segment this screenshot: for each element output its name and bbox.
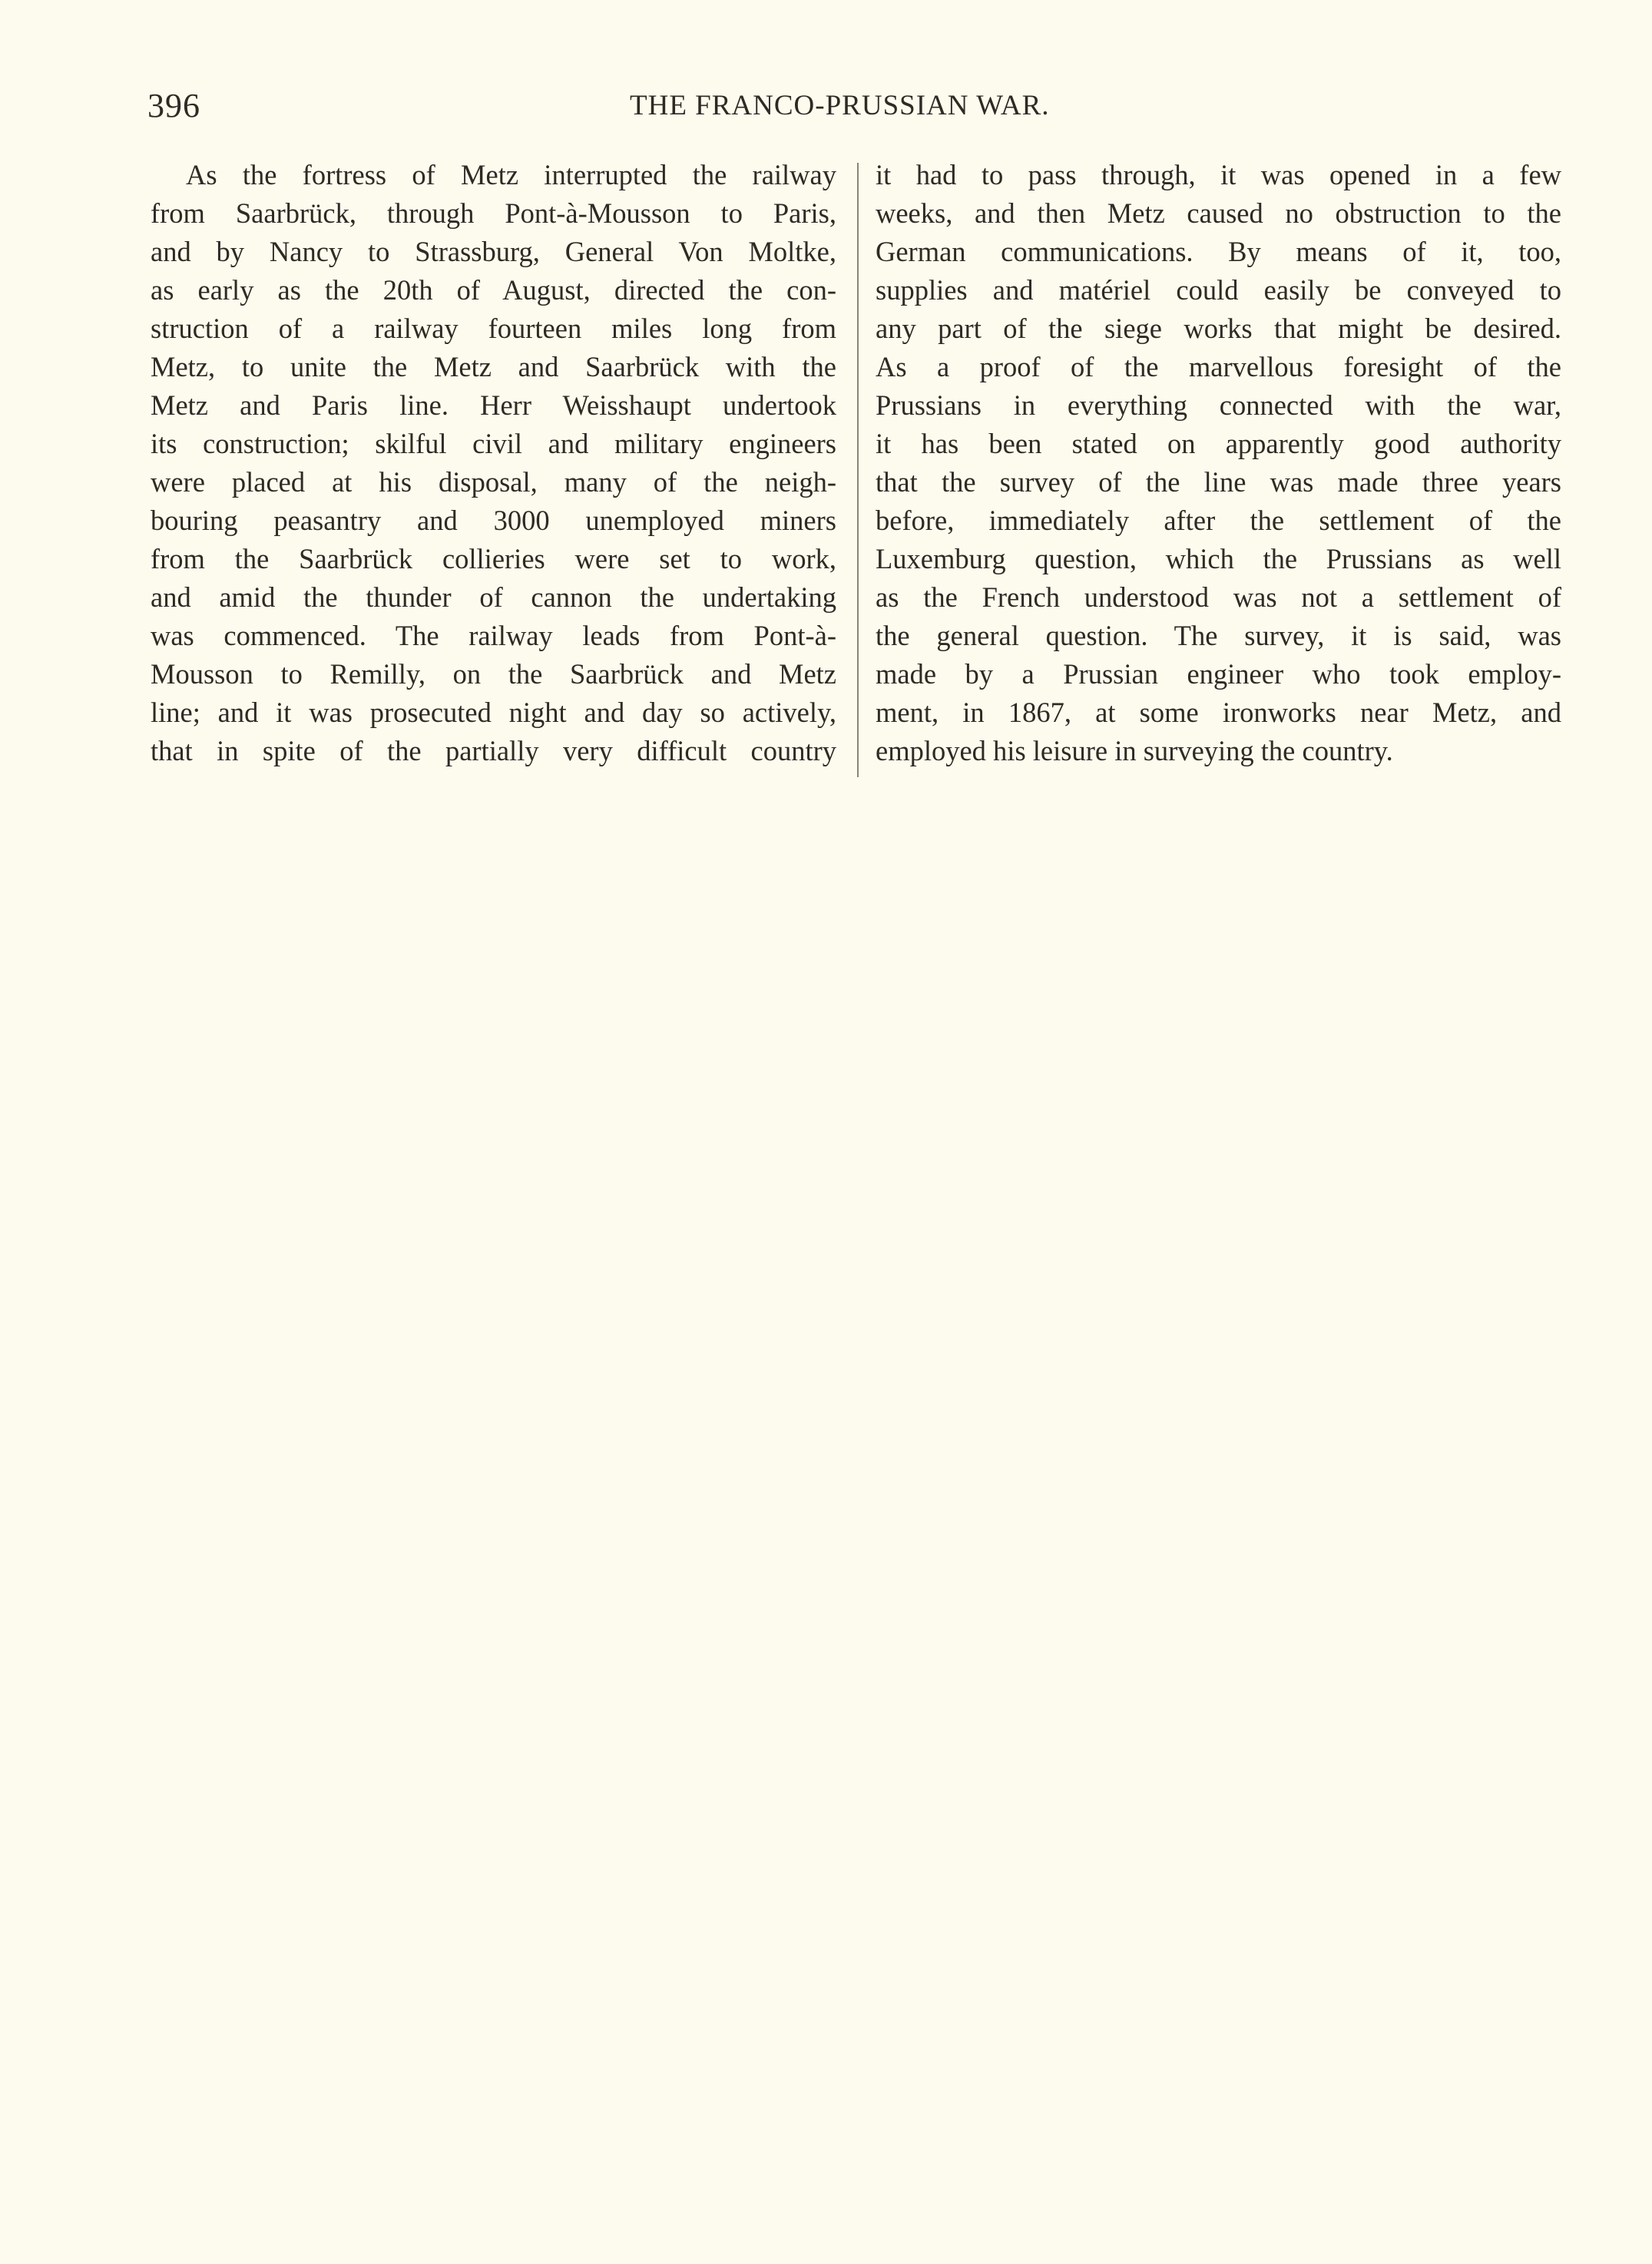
- text-line: line; and it was prosecuted night and day so actively,: [151, 697, 836, 728]
- column-rule: [857, 163, 859, 777]
- text-line: as the French understood was not a settlement of: [876, 581, 1561, 613]
- text-line: Metz, to unite the Metz and Saarbrück with the: [151, 351, 836, 382]
- text-line: German communications. By means of it, too,: [876, 236, 1561, 267]
- text-line: the general question. The survey, it is said, was: [876, 620, 1561, 651]
- text-line: any part of the siege works that might be desired.: [876, 313, 1561, 344]
- text-line: made by a Prussian engineer who took employ-: [876, 658, 1561, 690]
- text-line: from Saarbrück, through Pont-à-Mousson to Paris,: [151, 197, 836, 229]
- text-line: As a proof of the marvellous foresight of the: [876, 351, 1561, 382]
- running-head: THE FRANCO-PRUSSIAN WAR.: [630, 90, 1050, 121]
- text-line: Luxemburg question, which the Prussians as well: [876, 543, 1561, 574]
- column-right: [876, 156, 1561, 770]
- text-line: as early as the 20th of August, directed the con-: [151, 274, 836, 306]
- text-line: employed his leisure in surveying the country.: [876, 735, 1393, 766]
- text-line: ment, in 1867, at some ironworks near Metz, and: [876, 697, 1561, 728]
- text-line: from the Saarbrück collieries were set to work,: [151, 543, 836, 574]
- text-line: weeks, and then Metz caused no obstruction to the: [876, 197, 1561, 229]
- text-line: it had to pass through, it was opened in a few: [876, 159, 1561, 190]
- text-line: before, immediately after the settlement of the: [876, 505, 1561, 536]
- text-line: it has been stated on apparently good authority: [876, 428, 1561, 459]
- text-line: was commenced. The railway leads from Pont-à-: [151, 620, 836, 651]
- text-line: were placed at his disposal, many of the neigh-: [151, 466, 836, 498]
- text-line: Prussians in everything connected with the war,: [876, 389, 1561, 421]
- text-line: and by Nancy to Strassburg, General Von Moltke,: [151, 236, 836, 267]
- text-line: that in spite of the partially very difficult country: [151, 735, 836, 766]
- text-line: its construction; skilful civil and military engineers: [151, 428, 836, 459]
- text-line: supplies and matériel could easily be conveyed to: [876, 274, 1561, 306]
- column-left: [151, 156, 836, 770]
- text-line: bouring peasantry and 3000 unemployed miners: [151, 505, 836, 536]
- text-line: As the fortress of Metz interrupted the railway: [186, 159, 836, 190]
- page-number: 396: [147, 87, 200, 124]
- text-line: Mousson to Remilly, on the Saarbrück and Metz: [151, 658, 836, 690]
- text-line: that the survey of the line was made three years: [876, 466, 1561, 498]
- text-line: struction of a railway fourteen miles long from: [151, 313, 836, 344]
- text-line: and amid the thunder of cannon the undertaking: [151, 581, 836, 613]
- text-line: Metz and Paris line. Herr Weisshaupt undertook: [151, 389, 836, 421]
